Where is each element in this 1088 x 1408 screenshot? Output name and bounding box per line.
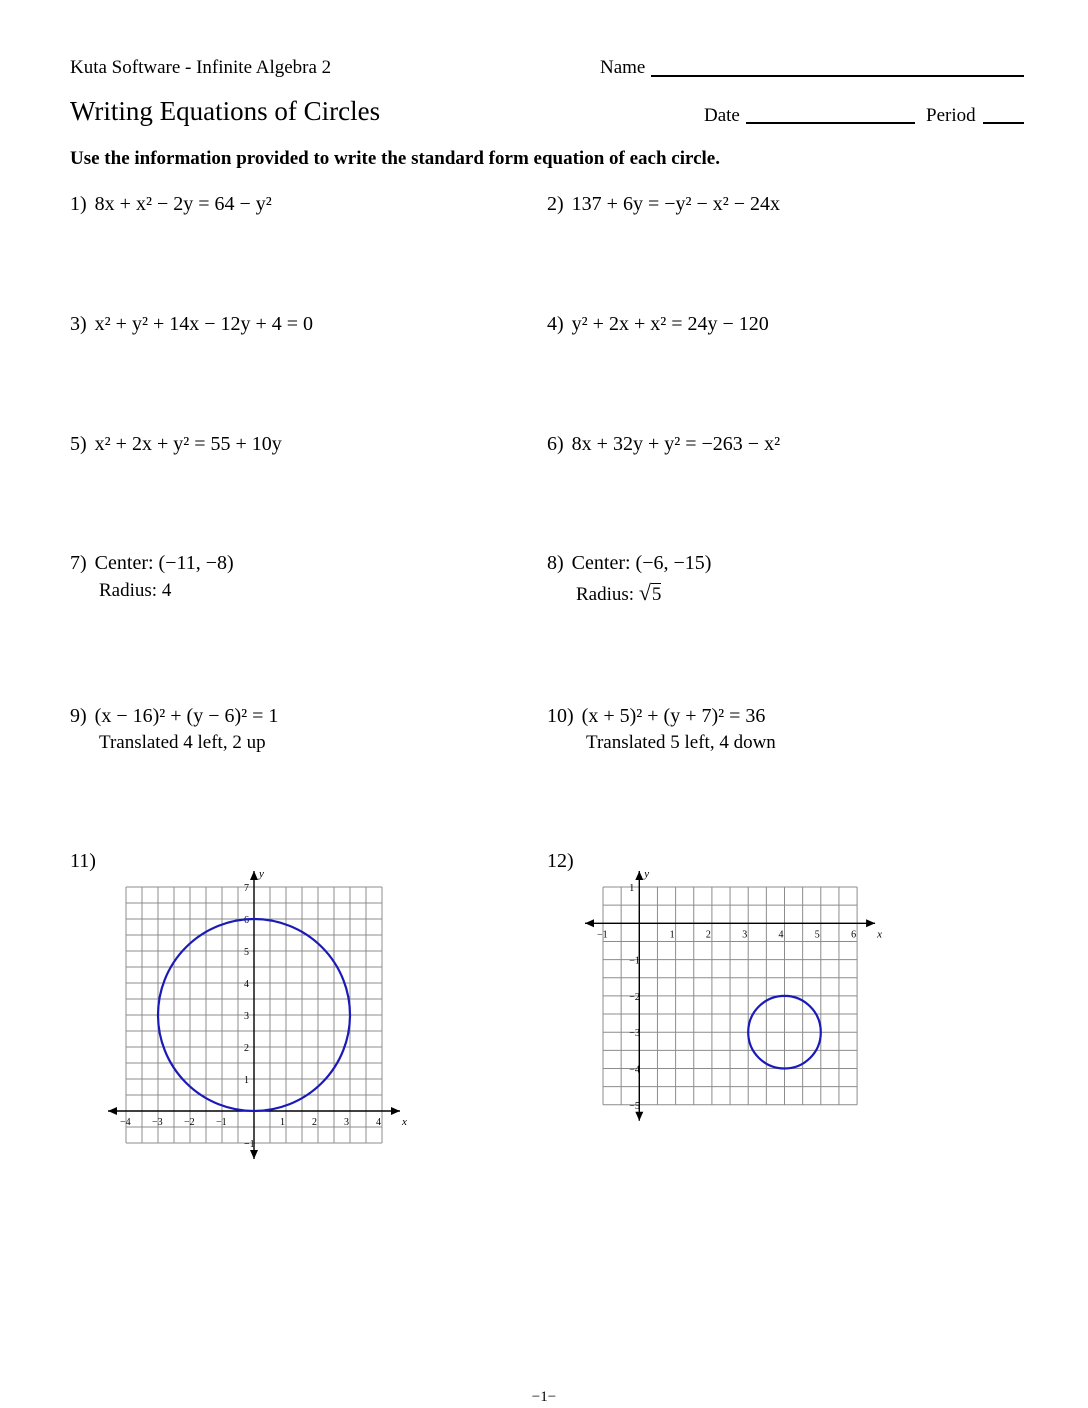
arrow-right-icon xyxy=(866,919,875,927)
problem-2 xyxy=(547,191,780,217)
problem-number: 6) xyxy=(547,433,564,455)
problem-9 xyxy=(70,703,278,729)
problem-number: 8) xyxy=(547,552,564,574)
problem-number: 7) xyxy=(70,552,87,574)
y-tick-label: −1 xyxy=(244,1139,255,1150)
center-value: (−11, −8) xyxy=(158,552,234,574)
problem-10 xyxy=(547,703,765,729)
y-tick-label: 6 xyxy=(244,915,249,926)
problem-number: 2) xyxy=(547,193,564,215)
problem-7 xyxy=(70,550,234,576)
problem-8 xyxy=(547,550,711,576)
arrow-up-icon xyxy=(635,871,643,880)
problem-equation: x² + 2x + y² = 55 + 10y xyxy=(94,433,282,455)
arrow-left-icon xyxy=(585,919,594,927)
problem-6 xyxy=(547,431,780,457)
page-number: −1− xyxy=(531,1389,557,1405)
page-title: Writing Equations of Circles xyxy=(70,96,381,126)
y-tick-label: −3 xyxy=(629,1028,640,1040)
date-label: Date xyxy=(704,105,740,126)
graph-11 xyxy=(100,865,410,1165)
problem-equation: 137 + 6y = −y² − x² − 24x xyxy=(571,193,781,215)
arrow-left-icon xyxy=(108,1107,117,1115)
problem-1 xyxy=(70,191,272,217)
y-tick-label: 1 xyxy=(629,883,635,894)
x-tick-label: −1 xyxy=(597,929,608,941)
arrow-down-icon xyxy=(250,1150,258,1159)
x-tick-label: 4 xyxy=(376,1117,381,1128)
x-tick-label: 4 xyxy=(778,929,784,941)
problem-number: 5) xyxy=(70,433,87,455)
y-tick-label: −4 xyxy=(629,1064,640,1076)
center-label: Center: xyxy=(571,552,631,574)
radius-value: 5 xyxy=(651,584,662,605)
problem-8-radius xyxy=(576,580,661,608)
problem-equation: (x − 16)² + (y − 6)² = 1 xyxy=(94,705,279,727)
problem-equation: 8x + x² − 2y = 64 − y² xyxy=(94,193,272,215)
period-line xyxy=(983,122,1024,124)
y-tick-label: 1 xyxy=(244,1075,249,1086)
problem-equation: 8x + 32y + y² = −263 − x² xyxy=(571,433,781,455)
x-tick-label: −2 xyxy=(184,1117,195,1128)
problem-4 xyxy=(547,311,769,337)
x-tick-label: 2 xyxy=(312,1117,317,1128)
square-root-icon: √ xyxy=(638,580,651,605)
x-axis-label: x xyxy=(402,1116,407,1128)
x-tick-label: 3 xyxy=(344,1117,349,1128)
x-tick-label: −1 xyxy=(216,1117,227,1128)
y-tick-label: −2 xyxy=(629,991,640,1003)
problem-number: 10) xyxy=(547,705,574,727)
x-tick-label: 6 xyxy=(851,929,857,941)
x-tick-label: −4 xyxy=(120,1117,131,1128)
period-label: Period xyxy=(926,105,976,126)
center-value: (−6, −15) xyxy=(635,552,712,574)
radius-label: Radius: xyxy=(576,584,635,605)
name-line xyxy=(651,75,1024,77)
problem-3 xyxy=(70,311,313,337)
problem-5 xyxy=(70,431,282,457)
problem-9-translation: Translated 4 left, 2 up xyxy=(99,732,266,753)
center-label: Center: xyxy=(94,552,154,574)
problem-10-translation: Translated 5 left, 4 down xyxy=(586,732,776,753)
problem-number: 9) xyxy=(70,705,87,727)
arrow-right-icon xyxy=(391,1107,400,1115)
publisher-label: Kuta Software - Infinite Algebra 2 xyxy=(70,57,332,78)
arrow-up-icon xyxy=(250,871,258,880)
problem-number: 1) xyxy=(70,193,87,215)
x-tick-label: 2 xyxy=(705,929,711,941)
y-tick-label: 7 xyxy=(244,883,249,894)
problem-11-number: 11) xyxy=(70,850,96,872)
x-tick-label: 1 xyxy=(280,1117,285,1128)
x-axis-label: x xyxy=(877,928,882,941)
y-tick-label: 3 xyxy=(244,1011,249,1022)
y-axis-label: y xyxy=(259,868,264,880)
radius-value: 4 xyxy=(161,580,172,601)
x-tick-label: −3 xyxy=(152,1117,163,1128)
date-line xyxy=(746,122,915,124)
problem-equation: x² + y² + 14x − 12y + 4 = 0 xyxy=(94,313,314,335)
y-tick-label: 4 xyxy=(244,979,249,990)
x-tick-label: 5 xyxy=(814,929,820,941)
x-tick-label: 3 xyxy=(742,929,748,941)
problem-number: 4) xyxy=(547,313,564,335)
y-tick-label: −5 xyxy=(629,1100,640,1112)
y-tick-label: 5 xyxy=(244,947,249,958)
radius-label: Radius: xyxy=(99,580,158,601)
problem-7-radius xyxy=(99,578,171,604)
problem-equation: (x + 5)² + (y + 7)² = 36 xyxy=(581,705,766,727)
problem-equation: y² + 2x + x² = 24y − 120 xyxy=(571,313,769,335)
y-tick-label: −1 xyxy=(629,955,640,967)
name-label: Name xyxy=(600,57,646,78)
y-axis-label: y xyxy=(644,868,650,880)
graph-12 xyxy=(578,865,888,1130)
x-tick-label: 1 xyxy=(669,929,675,941)
arrow-down-icon xyxy=(635,1112,643,1121)
instructions: Use the information provided to write the standard form equation of each circle. xyxy=(70,148,720,169)
problem-number: 3) xyxy=(70,313,87,335)
y-tick-label: 2 xyxy=(244,1043,249,1054)
problem-12-number: 12) xyxy=(547,850,574,872)
